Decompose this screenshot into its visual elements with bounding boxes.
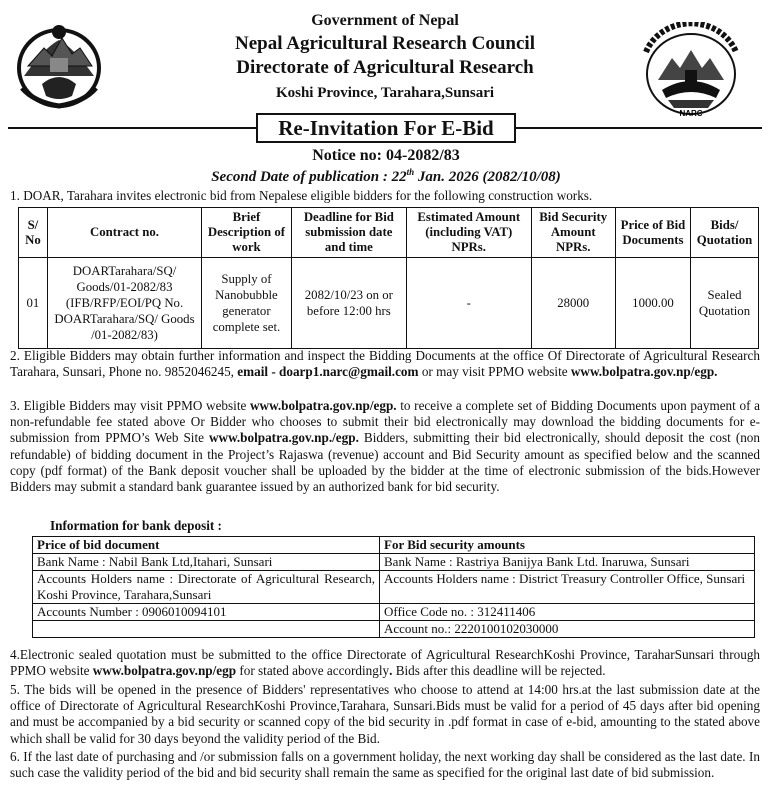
table-cell: Office Code no. : 312411406 <box>380 604 755 621</box>
bid-table-header: Bids/ Quotation <box>691 208 759 258</box>
paragraph-4-text: 4.Electronic sealed quotation must be submitted to the office Directorate of Agricultural ResearchKoshi Province, TaraharSunsari through PPMO website <box>10 647 760 679</box>
paragraph-3-text: 3. Eligible Bidders may visit PPMO website <box>10 398 251 413</box>
table-cell: Account no.: 2220100102030000 <box>380 621 755 638</box>
paragraph-2-text: 2. Eligible Bidders may obtain further information and inspect the Bidding Documents at the office Of Directorate of Agricultural Research Tarahara, Sunsari, Phone no. 9852046245, <box>10 348 760 380</box>
table-row <box>33 604 755 621</box>
paragraph-4 <box>10 647 760 679</box>
paragraph-4-text: Bids after this deadline will be rejected. <box>392 663 606 679</box>
publication-date <box>0 167 772 186</box>
bank-table-header-row <box>33 537 755 554</box>
bid-table <box>18 207 759 349</box>
nepal-government-emblem-icon <box>14 18 104 110</box>
paragraph-5: 5. The bids will be opened in the presence of Bidders' representatives who choose to attend at 14:00 hrs.at the last submission date at the office of Directorate of Agricultural ResearchKoshi Province,Tarahara, Sunsari.Bids must be valid for a period of 45 days after bid opening and must be accompanied by a bid security or scanned copy of the bid security in .pdf format in case of e-bid, amounting to the stated above which shall be valid for 30 days beyond the validity period of the Bid. <box>10 682 760 746</box>
table-cell: 28000 <box>531 258 615 349</box>
publication-date-sup: th <box>406 167 415 177</box>
table-row <box>33 621 755 638</box>
paragraph-4-text: for stated above accordingly <box>236 663 390 679</box>
ppmo-website-link[interactable]: www.bolpatra.gov.np/egp. <box>250 398 397 413</box>
header-government: Government of Nepal <box>311 12 459 29</box>
bid-table-header: Estimated Amount (including VAT) NPRs. <box>406 208 531 258</box>
bid-table-header: Bid Security Amount NPRs. <box>531 208 615 258</box>
table-cell: DOARTarahara/SQ/ Goods/01-2082/83 (IFB/RFP/EOI/PQ No. DOARTarahara/SQ/ Goods /01-2082/83) <box>47 258 201 349</box>
table-cell: 2082/10/23 on or before 12:00 hrs <box>291 258 406 349</box>
paragraph-4-dot: . <box>389 663 393 679</box>
table-cell: 1000.00 <box>615 258 690 349</box>
table-cell <box>33 621 380 638</box>
notice-number: Notice no: 04-2082/83 <box>312 147 460 164</box>
bid-table-header: S/ No <box>19 208 48 258</box>
paragraph-3-text: Bidders, submitting their bid electronically, should deposit the cost (non refundable) of bidding document in the Project’s Rajaswa (revenue) account and Bid Security amount as specified below and the scanned copy (pdf format) of the Bank deposit voucher shall be uploaded by the bidder at the time of electronic submission of the bids.However Bidders may submit a standard bank guarantee issued by an authorized bank for bid security. <box>10 430 760 495</box>
bid-table-header: Price of Bid Documents <box>615 208 690 258</box>
paragraph-2 <box>10 348 760 380</box>
bid-table-header: Brief Description of work <box>202 208 292 258</box>
table-cell: Supply of Nanobubble generator complete set. <box>202 258 292 349</box>
page-title: Re-Invitation For E-Bid <box>256 113 516 143</box>
bank-deposit-table <box>32 536 755 638</box>
table-cell: 01 <box>19 258 48 349</box>
bank-table-header: Price of bid document <box>33 537 380 554</box>
paragraph-3-text: to receive a complete set of Bidding Documents upon payment of a non-refundable fee stated above Or Bidder who chooses to submit their bid electronically may download the bidding documents for e-submission from PPMO’s Web Site <box>10 398 760 446</box>
paragraph-2-text: or may visit PPMO website <box>418 364 571 380</box>
header-directorate: Directorate of Agricultural Research <box>236 57 534 78</box>
table-row <box>33 554 755 571</box>
table-cell: - <box>406 258 531 349</box>
header-council: Nepal Agricultural Research Council <box>235 33 535 54</box>
bid-table-header: Contract no. <box>47 208 201 258</box>
bank-table-header: For Bid security amounts <box>380 537 755 554</box>
publication-date-prefix: Second Date of publication : 22 <box>211 169 407 185</box>
table-cell: Accounts Number : 0906010094101 <box>33 604 380 621</box>
narc-logo-caption: NARC <box>679 109 703 118</box>
header-address: Koshi Province, Tarahara,Sunsari <box>275 85 495 101</box>
publication-date-suffix: Jan. 2026 (2082/10/08) <box>414 169 561 185</box>
ppmo-website-link[interactable]: www.bolpatra.gov.np./egp. <box>209 430 359 446</box>
table-cell: Accounts Holders name : District Treasury Controller Office, Sunsari <box>380 571 755 604</box>
ppmo-website-link[interactable]: www.bolpatra.gov.np/egp. <box>570 364 718 380</box>
bank-info-title: Information for bank deposit : <box>50 518 222 533</box>
table-cell: Sealed Quotation <box>691 258 759 349</box>
table-cell: Accounts Holders name : Directorate of Agricultural Research, Koshi Province, Tarahara,Sunsari <box>33 571 380 604</box>
paragraph-1: 1. DOAR, Tarahara invites electronic bid from Nepalese eligible bidders for the following construction works. <box>10 188 593 203</box>
table-cell: Bank Name : Nabil Bank Ltd,Itahari, Sunsari <box>33 554 380 571</box>
narc-logo-icon <box>628 22 754 120</box>
bid-table-header: Deadline for Bid submission date and time <box>291 208 406 258</box>
bid-table-header-row <box>19 208 759 258</box>
table-row <box>33 571 755 604</box>
paragraph-6: 6. If the last date of purchasing and /or submission falls on a government holiday, the next working day shall be considered as the last date. In such case the validity period of the bid and bid security shall remain the same as specified for the original last date of bid submission. <box>10 749 760 781</box>
table-row <box>19 258 759 349</box>
email-link[interactable]: email - doarp1.narc@gmail.com <box>237 364 419 380</box>
table-cell: Bank Name : Rastriya Banijya Bank Ltd. Inaruwa, Sunsari <box>380 554 755 571</box>
ppmo-website-link[interactable]: www.bolpatra.gov.np/egp <box>92 663 237 679</box>
paragraph-3 <box>10 398 760 495</box>
